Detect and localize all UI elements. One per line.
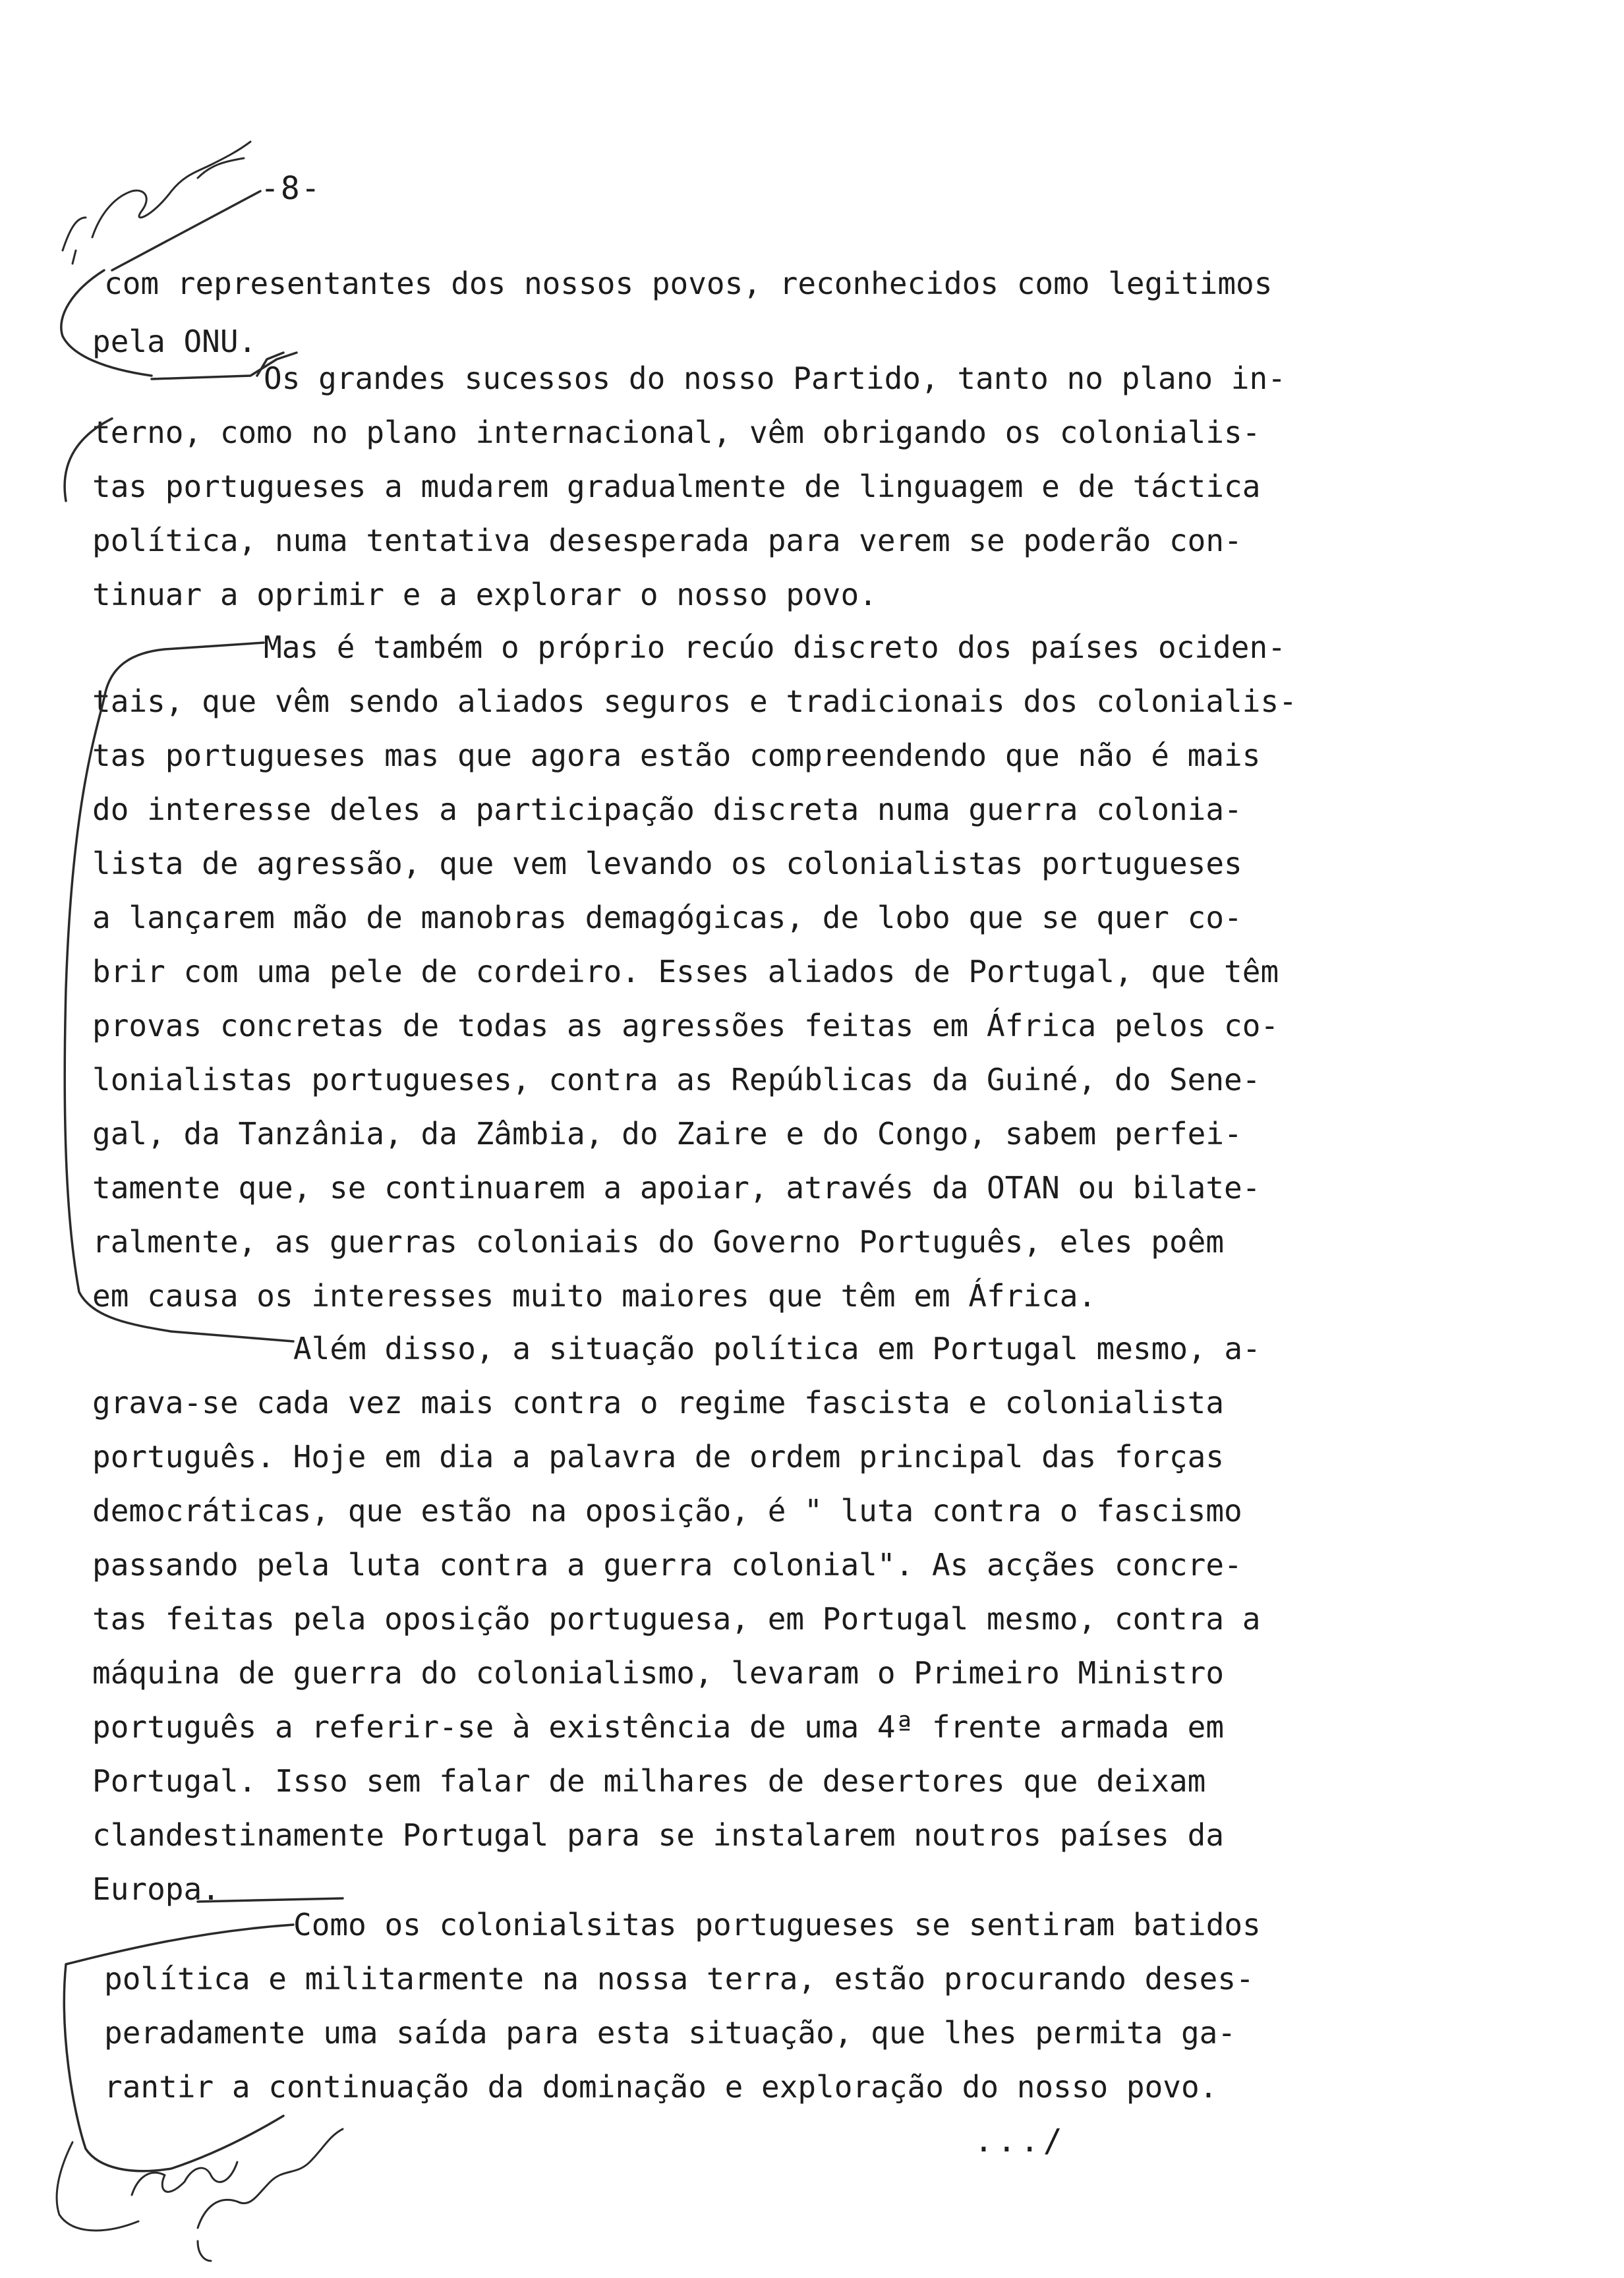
text-line: democráticas, que estão na oposição, é " luta contra o fascismo [92, 1493, 1242, 1529]
page-number: -8- [260, 170, 322, 207]
text-line: português. Hoje em dia a palavra de ordem principal das forças [92, 1439, 1225, 1475]
text-line: terno, como no plano internacional, vêm obrigando os colonialis- [92, 415, 1261, 450]
continuation-mark: .../ [974, 2122, 1066, 2159]
text-line: rantir a continuação da dominação e exploração do nosso povo. [104, 2069, 1218, 2105]
text-line: Mas é também o próprio recúo discreto dos países ociden- [264, 629, 1286, 665]
text-line: Os grandes sucessos do nosso Partido, tanto no plano in- [264, 361, 1286, 396]
text-line: política, numa tentativa desesperada para verem se poderão con- [92, 523, 1242, 558]
text-line: lonialistas portugueses, contra as Repúblicas da Guiné, do Sene- [92, 1062, 1261, 1097]
text-line: a lançarem mão de manobras demagógicas, de lobo que se quer co- [92, 900, 1242, 935]
text-line: lista de agressão, que vem levando os colonialistas portugueses [92, 846, 1242, 881]
text-line: brir com uma pele de cordeiro. Esses aliados de Portugal, que têm [92, 954, 1279, 989]
text-line: tamente que, se continuarem a apoiar, através da OTAN ou bilate- [92, 1170, 1261, 1206]
text-line: pela ONU. [92, 324, 257, 359]
text-line: passando pela luta contra a guerra colonial". As acçães concre- [92, 1547, 1242, 1583]
text-line: tas portugueses a mudarem gradualmente de linguagem e de táctica [92, 469, 1261, 504]
text-line: provas concretas de todas as agressões feitas em África pelos co- [92, 1008, 1279, 1043]
text-line: ralmente, as guerras coloniais do Governo Português, eles poêm [92, 1224, 1225, 1260]
text-line: Além disso, a situação política em Portugal mesmo, a- [293, 1331, 1261, 1366]
text-line: grava-se cada vez mais contra o regime fascista e colonialista [92, 1385, 1225, 1420]
text-line: gal, da Tanzânia, da Zâmbia, do Zaire e do Congo, sabem perfei- [92, 1116, 1242, 1152]
text-line: com representantes dos nossos povos, reconhecidos como legitimos [104, 266, 1273, 301]
text-line: tinuar a oprimir e a explorar o nosso povo. [92, 577, 877, 612]
bracket-line [112, 191, 260, 270]
text-line: em causa os interesses muito maiores que têm em África. [92, 1278, 1097, 1314]
text-line: tas portugueses mas que agora estão compreendendo que não é mais [92, 738, 1261, 773]
text-line: máquina de guerra do colonialismo, levaram o Primeiro Ministro [92, 1655, 1225, 1691]
text-line: tais, que vêm sendo aliados seguros e tradicionais dos colonialis- [92, 684, 1297, 719]
text-line: clandestinamente Portugal para se instalarem noutros países da [92, 1817, 1225, 1853]
handwritten-note-top [63, 142, 250, 264]
text-line: português a referir-se à existência de uma 4ª frente armada em [92, 1709, 1225, 1745]
text-line: Como os colonialsitas portugueses se sentiram batidos [293, 1907, 1261, 1942]
text-line: Portugal. Isso sem falar de milhares de desertores que deixam [92, 1763, 1206, 1799]
text-line: tas feitas pela oposição portuguesa, em Portugal mesmo, contra a [92, 1601, 1261, 1637]
text-line: do interesse deles a participação discreta numa guerra colonia- [92, 792, 1242, 827]
handwritten-note-bottom [57, 2129, 343, 2261]
text-line: Europa. [92, 1871, 220, 1907]
text-line: peradamente uma saída para esta situação, que lhes permita ga- [104, 2015, 1236, 2051]
text-line: política e militarmente na nossa terra, estão procurando deses- [104, 1961, 1254, 1997]
